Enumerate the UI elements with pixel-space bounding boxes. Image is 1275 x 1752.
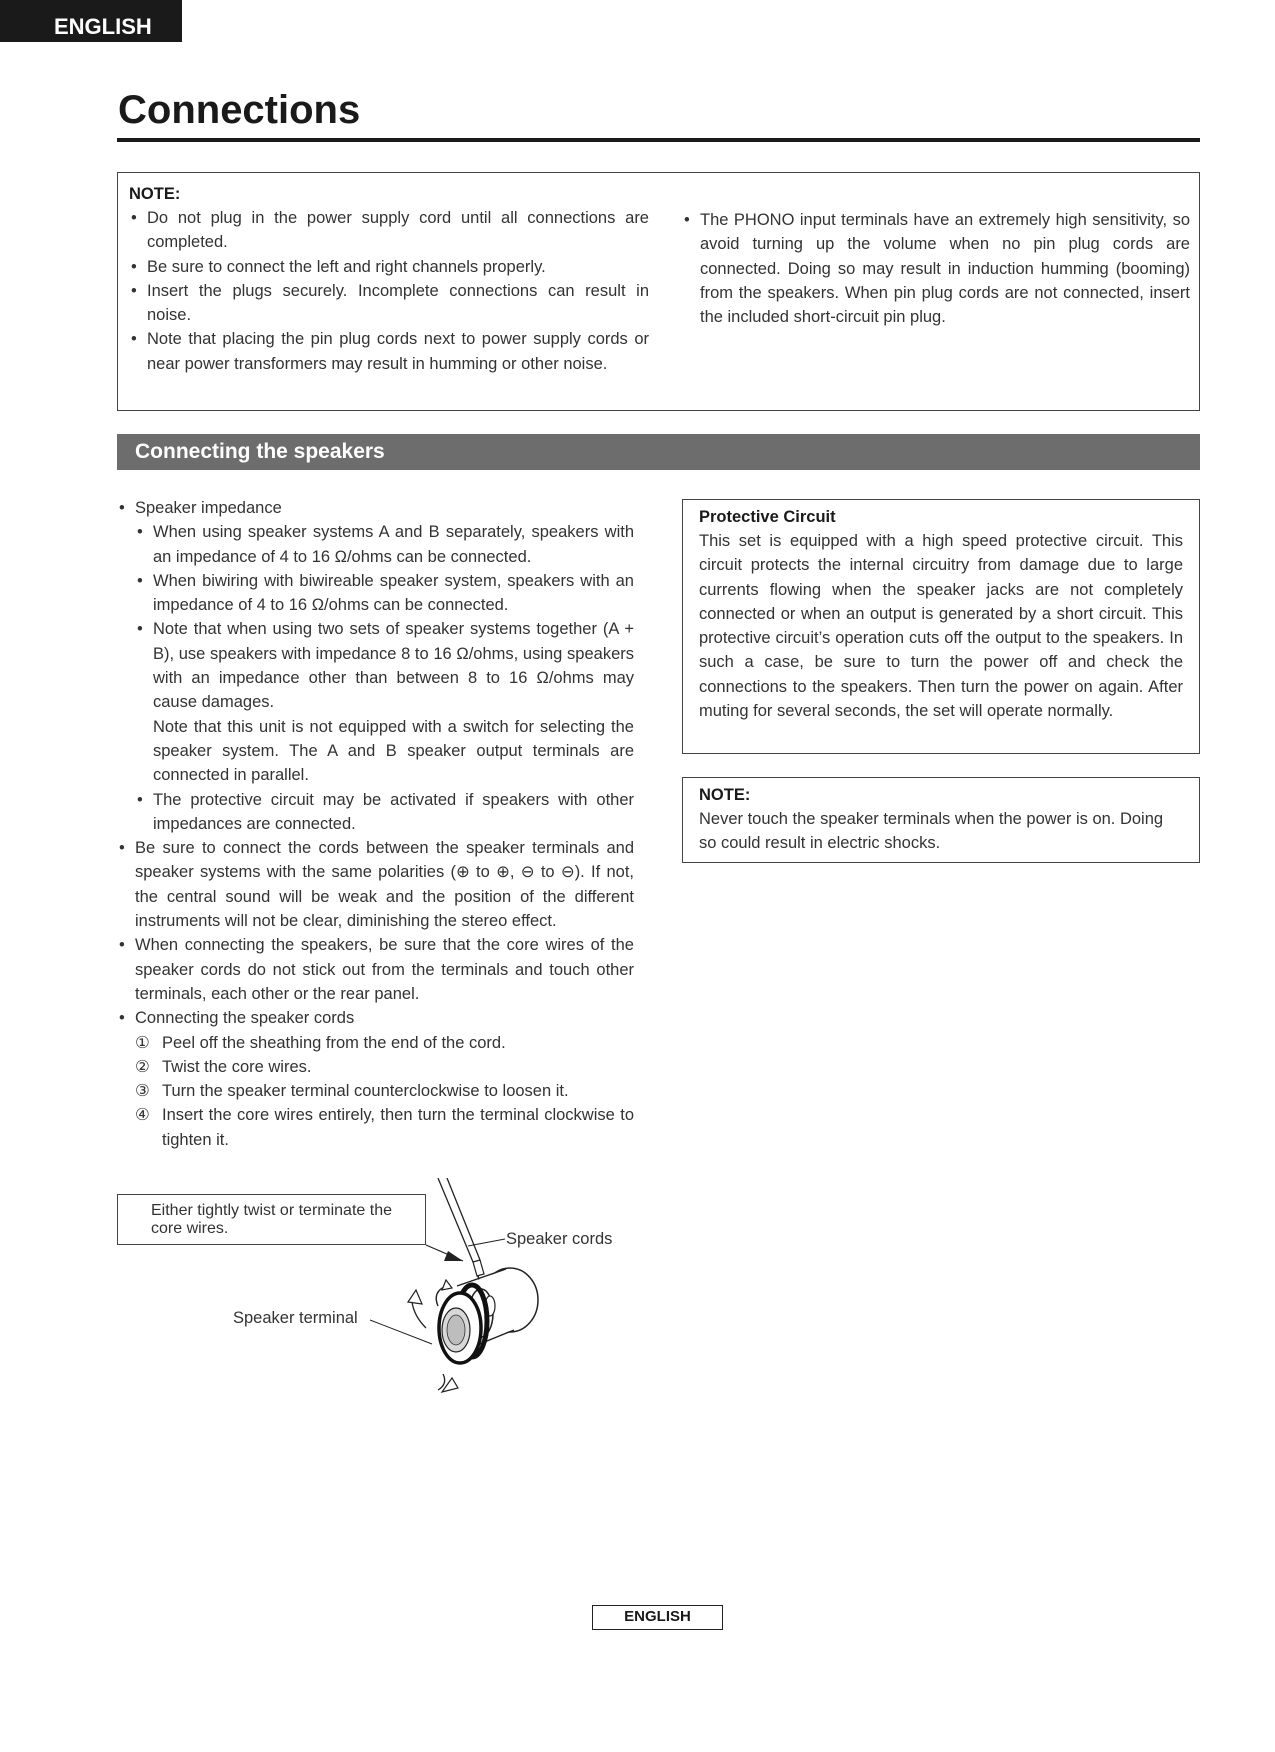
step-item <box>135 1031 634 1055</box>
step-number: ③ <box>135 1082 150 1101</box>
list-item: • When biwiring with biwireable speaker system, speakers with an impedance of 4 to 16 Ω/ohms can be connected. <box>135 569 634 618</box>
parallel-note: Note that this unit is not equipped with a switch for selecting the speaker system. The A and B speaker output terminals are connected in parallel. <box>153 717 634 785</box>
protective-heading: Protective Circuit <box>699 508 836 526</box>
list-item: • When connecting the speakers, be sure that the core wires of the speaker cords do not stick out from the terminals and touch other terminals, each other or the rear panel. <box>117 933 634 1006</box>
note-heading: NOTE: <box>129 185 181 203</box>
title-rule <box>117 138 1200 142</box>
cords-label: Connecting the speaker cords <box>135 1009 355 1028</box>
list-item: • When using speaker systems A and B separately, speakers with an impedance of 4 to 16 Ω/ohms can be connected. <box>135 520 634 569</box>
speaker-terminal-label: Speaker terminal <box>233 1309 358 1327</box>
language-tab: ENGLISH <box>0 0 182 42</box>
impedance-label: Speaker impedance <box>135 499 282 517</box>
list-item <box>135 617 634 787</box>
speaker-terminal-illustration <box>360 1178 560 1393</box>
shock-note-text: Never touch the speaker terminals when the power is on. Doing so could result in electric shocks. <box>699 810 1164 853</box>
note-right-list <box>682 208 1190 329</box>
section-header: Connecting the speakers <box>117 434 1200 470</box>
step-item <box>135 1055 634 1079</box>
step-number: ② <box>135 1057 150 1076</box>
page-title: Connections <box>118 88 361 132</box>
list-item: • Do not plug in the power supply cord until all connections are completed. <box>129 206 649 255</box>
step-item <box>135 1103 634 1152</box>
callout-text: Either tightly twist or terminate the core wires. <box>151 1202 392 1237</box>
step-item <box>135 1079 634 1103</box>
step-text: Insert the core wires entirely, then turn the terminal clockwise to tighten it. <box>162 1106 634 1149</box>
speaker-instructions <box>117 496 634 1152</box>
list-item: • Be sure to connect the left and right channels properly. <box>129 255 649 279</box>
list-item: • Be sure to connect the cords between the speaker terminals and speaker systems with the same polarities (⊕ to ⊕, ⊖ to ⊖). If not, the central sound will be weak and the position of the different instruments will not be clear, diminishing the stereo effect. <box>117 836 634 933</box>
step-number: ④ <box>135 1106 150 1125</box>
list-item: • Note that placing the pin plug cords next to power supply cords or near power transformers may result in humming or other noise. <box>129 327 649 376</box>
list-item-text: Note that when using two sets of speaker systems together (A + B), use speakers with impedance 8 to 16 Ω/ohms, using speakers with an impedance other than between 8 to 16 Ω/ohms may cause damages. <box>153 620 634 712</box>
step-text: Turn the speaker terminal counterclockwise to loosen it. <box>162 1082 569 1101</box>
step-number: ① <box>135 1033 150 1052</box>
shock-note-box <box>682 777 1200 863</box>
speaker-cords-label: Speaker cords <box>506 1230 613 1248</box>
list-item: • Insert the plugs securely. Incomplete connections can result in noise. <box>129 279 649 328</box>
note-box <box>117 172 1200 411</box>
note-left-list <box>129 206 649 376</box>
impedance-sublist <box>135 520 634 836</box>
list-item <box>117 1006 634 1152</box>
list-item: • The protective circuit may be activated if speakers with other impedances are connected. <box>135 788 634 837</box>
protective-circuit-box <box>682 499 1200 754</box>
footer-language-tab: ENGLISH <box>592 1605 723 1630</box>
step-text: Peel off the sheathing from the end of the cord. <box>162 1033 506 1052</box>
list-item: • The PHONO input terminals have an extremely high sensitivity, so avoid turning up the volume when no pin plug cords are connected. Doing so may result in induction humming (booming) from the speakers. When pin plug cords are not connected, insert the included short-circuit pin plug. <box>682 208 1190 329</box>
protective-text: This set is equipped with a high speed protective circuit. This circuit protects the internal circuitry from damage due to large currents flowing when the speaker jacks are not completely connected or when an output is generated by a short circuit. This protective circuit’s operation cuts off the output to the speakers. In such a case, be sure to turn the power off and check the connections to the speakers. Then turn the power on again. After muting for several seconds, the set will operate normally. <box>699 532 1183 721</box>
list-item <box>117 496 634 836</box>
steps-list <box>135 1031 634 1152</box>
step-text: Twist the core wires. <box>162 1057 312 1076</box>
shock-note-heading: NOTE: <box>699 786 751 804</box>
